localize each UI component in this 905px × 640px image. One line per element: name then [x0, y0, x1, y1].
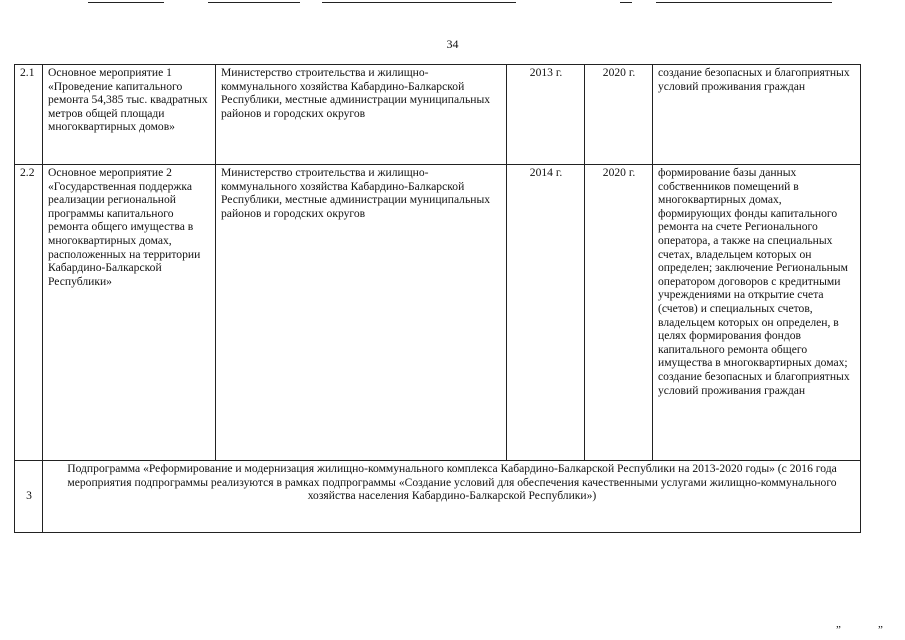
row-number: 2.2	[15, 165, 43, 461]
event-name: Основное мероприятие 2 «Государственная поддержка реализации региональной программы капитального ремонта общего имущества в многоквартирных домах, расположенных на территории Кабардино-Балкарской Республики»	[43, 165, 216, 461]
expected-result: создание безопасных и благоприятных условий проживания граждан	[653, 65, 861, 165]
subprogram-number: 3	[26, 489, 32, 503]
expected-result: формирование базы данных собственников помещений в многоквартирных домах, формирующих фонды капитального ремонта на счете Регионального оператора, а также на специальных счетах, владельцем которых он определен; заключение Региональным оператором договоров с кредитными учреждениями на открытие счета (счетов) и специальных счетов, владельцем которых он определен, в целях формирования фондов капитального ремонта общего имущества в многоквартирных домах; создание безопасных и благоприятных условий проживания граждан	[653, 165, 861, 461]
scan-mark: „	[878, 618, 883, 630]
row-number	[15, 461, 43, 533]
executor: Министерство строительства и жилищно-коммунального хозяйства Кабардино-Балкарской Республики, местные администрации муниципальных районов и городских округов	[216, 65, 507, 165]
end-year: 2020 г.	[585, 65, 653, 165]
subprogram-row	[15, 461, 861, 533]
top-rule	[88, 2, 164, 3]
event-name: Основное мероприятие 1 «Проведение капитального ремонта 54,385 тыс. квадратных метров общей площади многоквартирных домов»	[43, 65, 216, 165]
page-number: 34	[446, 37, 459, 51]
top-rule	[620, 2, 632, 3]
scan-mark: „	[836, 618, 841, 630]
top-rule	[208, 2, 300, 3]
start-year: 2014 г.	[507, 165, 585, 461]
program-events-table	[14, 64, 861, 533]
table-row	[15, 165, 861, 461]
executor: Министерство строительства и жилищно-коммунального хозяйства Кабардино-Балкарской Республики, местные администрации муниципальных районов и городских округов	[216, 165, 507, 461]
top-rule	[656, 2, 832, 3]
subprogram-title: Подпрограмма «Реформирование и модернизация жилищно-коммунального комплекса Кабардино-Балкарской Республики на 2013-2020 годы» (с 2016 года мероприятия подпрограммы реализуются в рамках подпрограммы «Создание условий для обеспечения качественными услугами жилищно-коммунального хозяйства населения Кабардино-Балкарской Республики»)	[43, 461, 861, 533]
start-year: 2013 г.	[507, 65, 585, 165]
table-row	[15, 65, 861, 165]
row-number: 2.1	[15, 65, 43, 165]
end-year: 2020 г.	[585, 165, 653, 461]
top-rule	[322, 2, 516, 3]
